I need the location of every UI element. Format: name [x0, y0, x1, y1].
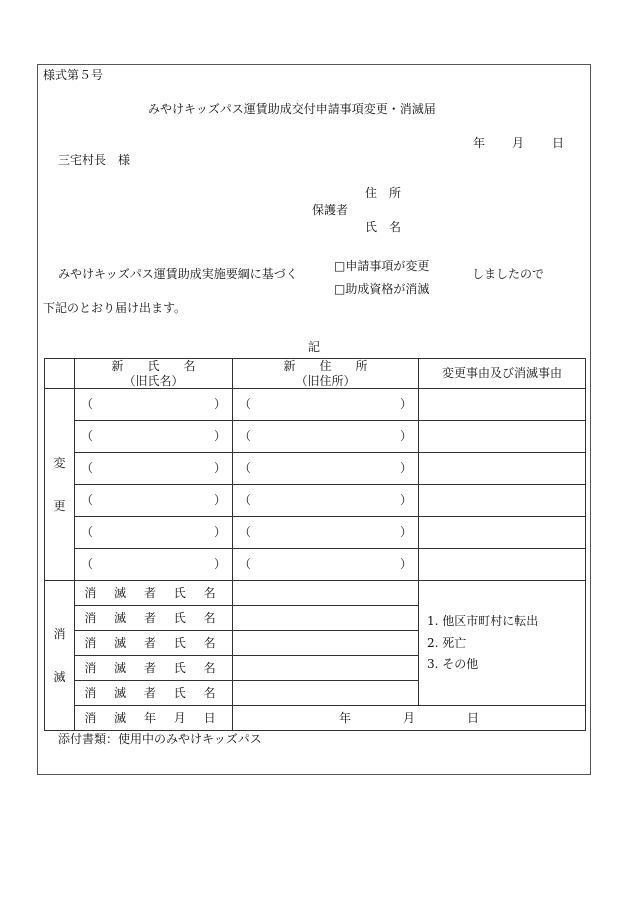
new-name-cell[interactable]: （ ） — [75, 517, 233, 549]
change-lapse-table — [44, 358, 586, 731]
col-header-new-name: 新 氏 名 （旧氏名） — [75, 359, 233, 389]
new-address-cell[interactable]: （ ） — [233, 517, 419, 549]
lapse-name-label: 消 滅 者 氏 名 — [75, 681, 233, 706]
guardian-address-label: 住 所 — [365, 186, 402, 200]
reason-cell[interactable] — [419, 517, 586, 549]
reason-cell[interactable] — [419, 421, 586, 453]
new-address-cell[interactable]: （ ） — [233, 453, 419, 485]
lapse-name-label: 消 滅 者 氏 名 — [75, 606, 233, 631]
new-address-cell[interactable]: （ ） — [233, 485, 419, 517]
lapse-section-label: 消 滅 — [45, 581, 75, 731]
new-address-cell[interactable]: （ ） — [233, 421, 419, 453]
lapse-name-label: 消 滅 者 氏 名 — [75, 581, 233, 606]
lapse-date-label: 消 滅 年 月 日 — [75, 706, 233, 731]
ki-heading: 記 — [308, 340, 321, 354]
reason-cell[interactable] — [419, 389, 586, 421]
reason-cell[interactable] — [419, 549, 586, 581]
new-name-cell[interactable]: （ ） — [75, 389, 233, 421]
reason-item: 2. 死亡 — [427, 635, 467, 650]
reason-cell[interactable] — [419, 485, 586, 517]
form-title: みやけキッズパス運賃助成交付申請事項変更・消滅届 — [148, 102, 436, 116]
reason-item: 1. 他区市町村に転出 — [427, 614, 539, 629]
lapse-name-cell[interactable] — [233, 631, 419, 656]
option-change-checkbox[interactable]: □申請事項が変更 — [334, 259, 430, 273]
lapse-name-cell[interactable] — [233, 656, 419, 681]
new-name-cell[interactable]: （ ） — [75, 549, 233, 581]
guardian-label: 保護者 — [312, 203, 349, 217]
body-tail: しましたので — [472, 267, 545, 281]
lapse-name-cell[interactable] — [233, 581, 419, 606]
new-address-cell[interactable]: （ ） — [233, 549, 419, 581]
lapse-name-cell[interactable] — [233, 606, 419, 631]
lapse-name-cell[interactable] — [233, 681, 419, 706]
new-address-cell[interactable]: （ ） — [233, 389, 419, 421]
option-lapse-checkbox[interactable]: □助成資格が消滅 — [334, 282, 430, 296]
change-section-label: 変 更 — [45, 389, 75, 581]
attachment-note: 添付書類：使用中のみやけキッズパス — [58, 732, 262, 746]
reason-cell[interactable] — [419, 453, 586, 485]
lapse-name-label: 消 滅 者 氏 名 — [75, 656, 233, 681]
body-lead: みやけキッズパス運賃助成実施要綱に基づく — [58, 267, 298, 281]
col-header-reason: 変更事由及び消滅事由 — [419, 359, 586, 389]
date-day-label: 日 — [552, 136, 565, 150]
date-month-label: 月 — [512, 136, 525, 150]
col-header-new-address: 新 住 所 （旧住所） — [233, 359, 419, 389]
addressee: 三宅村長 様 — [58, 153, 131, 167]
form-number: 様式第５号 — [43, 68, 104, 82]
guardian-name-label: 氏 名 — [365, 220, 402, 234]
lapse-name-label: 消 滅 者 氏 名 — [75, 631, 233, 656]
new-name-cell[interactable]: （ ） — [75, 453, 233, 485]
date-year-label: 年 — [473, 136, 486, 150]
reason-item: 3. その他 — [427, 657, 479, 672]
lapse-date-cell[interactable]: 年 月 日 — [233, 706, 586, 731]
new-name-cell[interactable]: （ ） — [75, 485, 233, 517]
body-line2: 下記のとおり届け出ます。 — [43, 301, 187, 315]
new-name-cell[interactable]: （ ） — [75, 421, 233, 453]
lapse-reasons — [419, 581, 586, 706]
